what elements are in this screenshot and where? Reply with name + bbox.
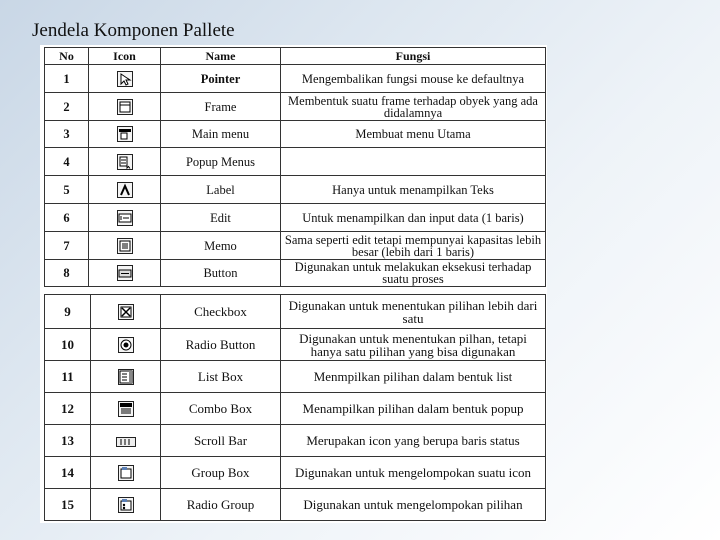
group-box-icon xyxy=(118,465,134,481)
row-name: Combo Box xyxy=(161,393,281,425)
row-fungsi: Digunakan untuk mengelompokan pilihan xyxy=(281,489,546,521)
row-icon-cell xyxy=(91,361,161,393)
frame-icon xyxy=(117,99,133,115)
row-name: Group Box xyxy=(161,457,281,489)
row-name: Button xyxy=(161,260,281,287)
row-icon-cell xyxy=(89,93,161,121)
row-fungsi: Digunakan untuk menentukan pilhan, tetapi hanya satu pilihan yang bisa digunakan xyxy=(281,329,546,361)
row-no: 14 xyxy=(45,457,91,489)
row-fungsi: Menmpilkan pilihan dalam bentuk list xyxy=(281,361,546,393)
radio-button-icon xyxy=(118,337,134,353)
row-fungsi: Membentuk suatu frame terhadap obyek yang ada didalamnya xyxy=(281,93,546,121)
table-row xyxy=(45,457,546,489)
button-icon xyxy=(117,265,133,281)
row-icon-cell xyxy=(91,295,161,329)
table-row xyxy=(45,93,546,121)
table-row xyxy=(45,176,546,204)
table-row xyxy=(45,295,546,329)
row-no: 12 xyxy=(45,393,91,425)
component-palette-table xyxy=(40,45,547,523)
row-name: Label xyxy=(161,176,281,204)
label-icon xyxy=(117,182,133,198)
row-name: List Box xyxy=(161,361,281,393)
row-no: 2 xyxy=(45,93,89,121)
row-no: 8 xyxy=(45,260,89,287)
header-fungsi: Fungsi xyxy=(281,48,546,65)
row-icon-cell xyxy=(89,232,161,260)
row-no: 7 xyxy=(45,232,89,260)
row-icon-cell xyxy=(91,393,161,425)
row-icon-cell xyxy=(91,489,161,521)
row-no: 13 xyxy=(45,425,91,457)
row-icon-cell xyxy=(89,65,161,93)
row-fungsi: Membuat menu Utama xyxy=(281,121,546,148)
table-row xyxy=(45,204,546,232)
header-name: Name xyxy=(161,48,281,65)
row-icon-cell xyxy=(91,457,161,489)
row-fungsi: Hanya untuk menampilkan Teks xyxy=(281,176,546,204)
main-menu-icon xyxy=(117,126,133,142)
row-no: 1 xyxy=(45,65,89,93)
row-fungsi: Digunakan untuk mengelompokan suatu icon xyxy=(281,457,546,489)
row-name: Radio Group xyxy=(161,489,281,521)
table-row xyxy=(45,329,546,361)
row-no: 9 xyxy=(45,295,91,329)
row-name: Main menu xyxy=(161,121,281,148)
row-fungsi: Untuk menampilkan dan input data (1 baris) xyxy=(281,204,546,232)
header-icon: Icon xyxy=(89,48,161,65)
table-row xyxy=(45,425,546,457)
table-row xyxy=(45,393,546,425)
combo-box-icon xyxy=(118,401,134,417)
row-fungsi: Merupakan icon yang berupa baris status xyxy=(281,425,546,457)
palette-table-part-1 xyxy=(44,47,546,287)
table-row xyxy=(45,260,546,287)
pointer-arrow-icon xyxy=(117,71,133,87)
header-no: No xyxy=(45,48,89,65)
row-no: 6 xyxy=(45,204,89,232)
row-no: 5 xyxy=(45,176,89,204)
row-fungsi: Digunakan untuk melakukan eksekusi terhadap suatu proses xyxy=(281,260,546,287)
row-name: Scroll Bar xyxy=(161,425,281,457)
row-icon-cell xyxy=(91,425,161,457)
row-name: Edit xyxy=(161,204,281,232)
row-icon-cell xyxy=(89,204,161,232)
row-no: 15 xyxy=(45,489,91,521)
table-row xyxy=(45,121,546,148)
checkbox-icon xyxy=(118,304,134,320)
row-name: Pointer xyxy=(161,65,281,93)
table-row xyxy=(45,232,546,260)
row-fungsi: Mengembalikan fungsi mouse ke defaultnya xyxy=(281,65,546,93)
row-no: 3 xyxy=(45,121,89,148)
row-no: 11 xyxy=(45,361,91,393)
row-icon-cell xyxy=(91,329,161,361)
memo-icon xyxy=(117,238,133,254)
radio-group-icon xyxy=(118,497,134,513)
table-row xyxy=(45,148,546,176)
table-row xyxy=(45,65,546,93)
row-icon-cell xyxy=(89,121,161,148)
scroll-bar-icon xyxy=(116,437,136,447)
row-name: Popup Menus xyxy=(161,148,281,176)
row-name: Memo xyxy=(161,232,281,260)
row-name: Radio Button xyxy=(161,329,281,361)
table-row xyxy=(45,489,546,521)
row-fungsi: Menampilkan pilihan dalam bentuk popup xyxy=(281,393,546,425)
popup-menu-icon xyxy=(117,154,133,170)
table-row xyxy=(45,361,546,393)
slide-title: Jendela Komponen Pallete xyxy=(32,20,235,41)
row-icon-cell xyxy=(89,176,161,204)
palette-table-part-2 xyxy=(44,294,546,521)
row-name: Frame xyxy=(161,93,281,121)
row-icon-cell xyxy=(89,260,161,287)
row-no: 4 xyxy=(45,148,89,176)
row-fungsi: Digunakan untuk menentukan pilihan lebih dari satu xyxy=(281,295,546,329)
row-fungsi xyxy=(281,148,546,176)
list-box-icon xyxy=(118,369,134,385)
row-no: 10 xyxy=(45,329,91,361)
table-header-row xyxy=(45,48,546,65)
row-icon-cell xyxy=(89,148,161,176)
edit-icon xyxy=(117,210,133,226)
row-name: Checkbox xyxy=(161,295,281,329)
row-fungsi: Sama seperti edit tetapi mempunyai kapasitas lebih besar (lebih dari 1 baris) xyxy=(281,232,546,260)
